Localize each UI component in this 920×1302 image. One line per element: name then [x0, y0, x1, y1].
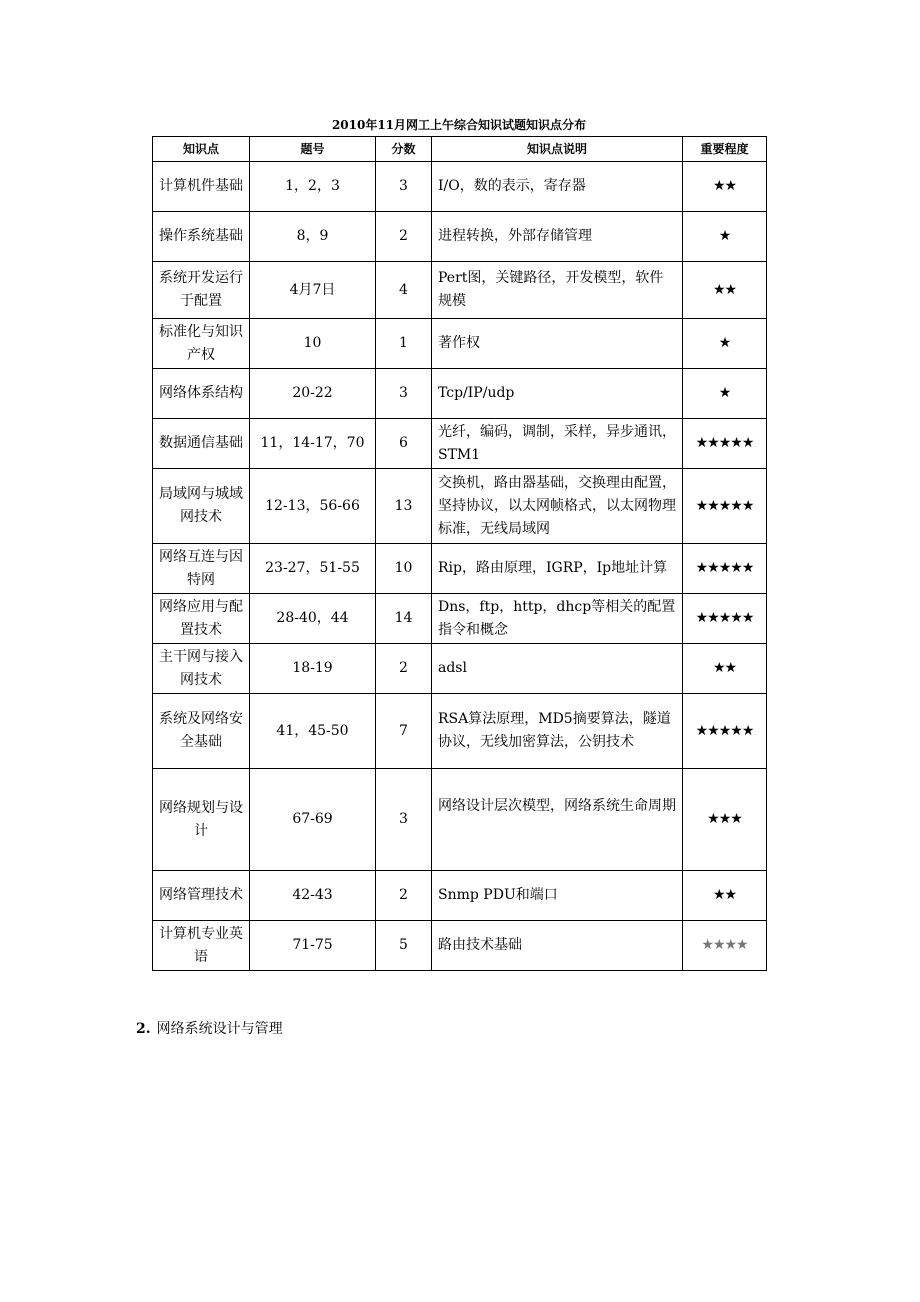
- cell-question-number: 23-27，51-55: [250, 544, 376, 594]
- cell-description: 交换机，路由器基础，交换理由配置，坚持协议，以太网帧格式，以太网物理标准，无线局域网: [432, 469, 683, 544]
- cell-score: 7: [376, 694, 432, 769]
- table-row: [153, 419, 767, 469]
- cell-score: 3: [376, 769, 432, 871]
- cell-description: I/O，数的表示，寄存器: [432, 162, 683, 212]
- cell-importance-stars: ★★★★★: [683, 469, 767, 544]
- cell-question-number: 1，2，3: [250, 162, 376, 212]
- cell-importance-stars: ★: [683, 212, 767, 262]
- section-heading: [136, 1018, 283, 1038]
- table-row: [153, 871, 767, 921]
- table-row: [153, 319, 767, 369]
- cell-topic: 网络管理技术: [153, 871, 250, 921]
- knowledge-point-table: [152, 136, 767, 971]
- header-description: 知识点说明: [432, 137, 683, 162]
- cell-topic: 计算机专业英语: [153, 921, 250, 971]
- header-topic: 知识点: [153, 137, 250, 162]
- table-row: [153, 162, 767, 212]
- cell-importance-stars: ★★★★★: [683, 594, 767, 644]
- cell-description: Rip，路由原理，IGRP，Ip地址计算: [432, 544, 683, 594]
- cell-topic: 网络规划与设计: [153, 769, 250, 871]
- cell-topic: 计算机件基础: [153, 162, 250, 212]
- header-score: 分数: [376, 137, 432, 162]
- table-row: [153, 469, 767, 544]
- table-row: [153, 369, 767, 419]
- cell-topic: 局域网与城域网技术: [153, 469, 250, 544]
- table-row: [153, 769, 767, 871]
- cell-importance-stars: ★★: [683, 871, 767, 921]
- cell-question-number: 67-69: [250, 769, 376, 871]
- cell-description: Snmp PDU和端口: [432, 871, 683, 921]
- table-title: 2010年11月网工上午综合知识试题知识点分布: [331, 118, 587, 132]
- cell-description: 网络设计层次模型，网络系统生命周期: [432, 769, 683, 871]
- header-question-number: 题号: [250, 137, 376, 162]
- cell-question-number: 20-22: [250, 369, 376, 419]
- cell-question-number: 12-13，56-66: [250, 469, 376, 544]
- cell-score: 2: [376, 212, 432, 262]
- cell-description: adsl: [432, 644, 683, 694]
- cell-score: 13: [376, 469, 432, 544]
- cell-importance-stars: ★★: [683, 162, 767, 212]
- cell-score: 4: [376, 262, 432, 319]
- cell-description: 进程转换，外部存储管理: [432, 212, 683, 262]
- table-row: [153, 212, 767, 262]
- cell-topic: 网络应用与配置技术: [153, 594, 250, 644]
- cell-topic: 网络体系结构: [153, 369, 250, 419]
- cell-topic: 标准化与知识产权: [153, 319, 250, 369]
- cell-importance-stars: ★★★★★: [683, 419, 767, 469]
- cell-topic: 数据通信基础: [153, 419, 250, 469]
- table-row: [153, 594, 767, 644]
- cell-topic: 系统开发运行于配置: [153, 262, 250, 319]
- cell-score: 2: [376, 644, 432, 694]
- cell-importance-stars: ★: [683, 319, 767, 369]
- cell-question-number: 10: [250, 319, 376, 369]
- cell-description: RSA算法原理，MD5摘要算法，隧道协议，无线加密算法，公钥技术: [432, 694, 683, 769]
- cell-topic: 主干网与接入网技术: [153, 644, 250, 694]
- cell-score: 5: [376, 921, 432, 971]
- cell-importance-stars: ★★★: [683, 769, 767, 871]
- cell-topic: 网络互连与因特网: [153, 544, 250, 594]
- cell-importance-stars: ★★★★★: [683, 544, 767, 594]
- cell-score: 14: [376, 594, 432, 644]
- table-row: [153, 644, 767, 694]
- cell-question-number: 42-43: [250, 871, 376, 921]
- cell-question-number: 8，9: [250, 212, 376, 262]
- table-row: [153, 544, 767, 594]
- cell-question-number: 11，14-17，70: [250, 419, 376, 469]
- cell-description: Dns，ftp，http，dhcp等相关的配置指令和概念: [432, 594, 683, 644]
- cell-score: 2: [376, 871, 432, 921]
- cell-score: 10: [376, 544, 432, 594]
- section-title: 网络系统设计与管理: [156, 1021, 283, 1037]
- cell-description: 著作权: [432, 319, 683, 369]
- cell-score: 1: [376, 319, 432, 369]
- cell-description: 光纤，编码，调制，采样，异步通讯，STM1: [432, 419, 683, 469]
- cell-score: 3: [376, 162, 432, 212]
- table-row: [153, 262, 767, 319]
- cell-importance-stars: ★★: [683, 262, 767, 319]
- cell-description: Pert图，关键路径，开发模型，软件规模: [432, 262, 683, 319]
- cell-question-number: 41，45-50: [250, 694, 376, 769]
- table-row: [153, 694, 767, 769]
- table-header-row: [153, 137, 767, 162]
- cell-question-number: 18-19: [250, 644, 376, 694]
- header-importance: 重要程度: [683, 137, 767, 162]
- cell-question-number: 28-40，44: [250, 594, 376, 644]
- cell-importance-stars: ★: [683, 369, 767, 419]
- section-number: 2.: [136, 1021, 151, 1037]
- cell-topic: 系统及网络安全基础: [153, 694, 250, 769]
- cell-score: 6: [376, 419, 432, 469]
- cell-question-number: 4月7日: [250, 262, 376, 319]
- cell-topic: 操作系统基础: [153, 212, 250, 262]
- table-row: [153, 921, 767, 971]
- cell-importance-stars: ★★★★: [683, 921, 767, 971]
- cell-description: Tcp/IP/udp: [432, 369, 683, 419]
- cell-question-number: 71-75: [250, 921, 376, 971]
- cell-importance-stars: ★★: [683, 644, 767, 694]
- cell-score: 3: [376, 369, 432, 419]
- cell-importance-stars: ★★★★★: [683, 694, 767, 769]
- cell-description: 路由技术基础: [432, 921, 683, 971]
